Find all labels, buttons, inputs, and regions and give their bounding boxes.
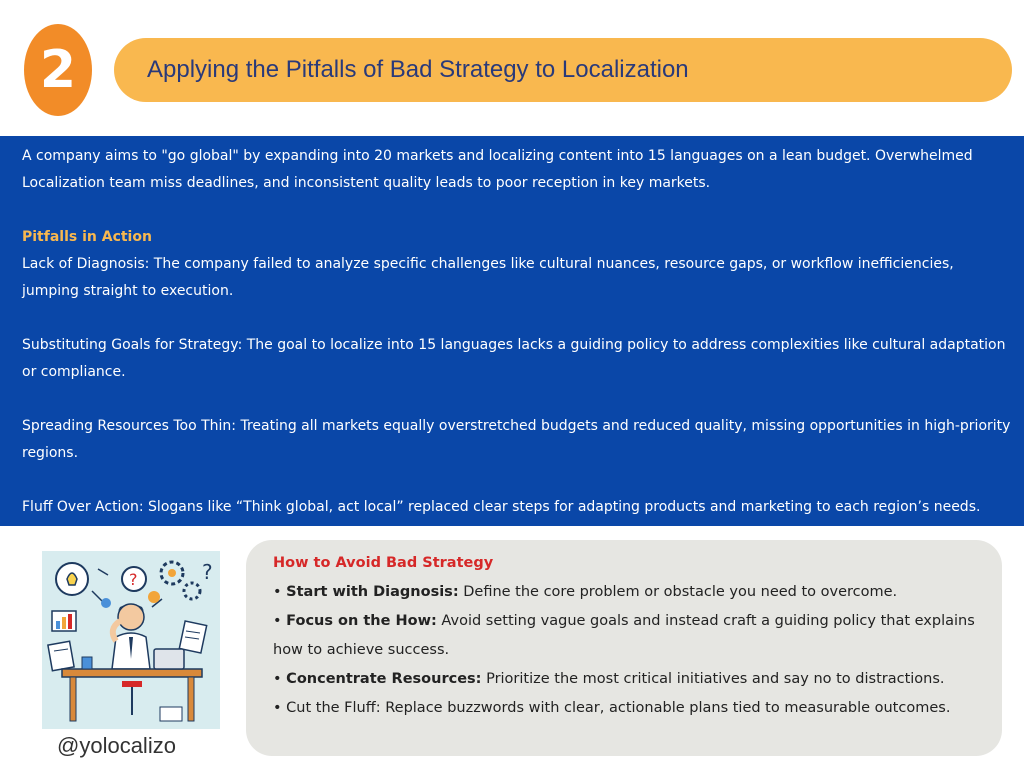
step-number-badge: 2 bbox=[24, 24, 92, 116]
document-icon bbox=[179, 621, 206, 653]
avoid-item-title: Focus on the How: bbox=[286, 613, 437, 629]
avoid-heading: How to Avoid Bad Strategy bbox=[273, 555, 494, 571]
pitfall-item: Substituting Goals for Strategy: The goal to localize into 15 languages lacks a guiding policy to address complexities like cultural adaptation or compliance. bbox=[22, 337, 1006, 380]
desk bbox=[62, 669, 202, 677]
avoid-item-text: Prioritize the most critical initiatives and say no to distractions. bbox=[481, 671, 945, 687]
bullet: • bbox=[273, 671, 282, 687]
avoid-item bbox=[273, 578, 982, 607]
bullet: • bbox=[273, 700, 282, 716]
author-handle: @yolocalizo bbox=[57, 733, 176, 758]
avoid-item-title: Concentrate Resources: bbox=[286, 671, 482, 687]
question-mark-icon: ? bbox=[202, 560, 213, 584]
avoid-item bbox=[273, 607, 982, 665]
stressed-worker-illustration bbox=[42, 551, 220, 729]
bullet: • bbox=[273, 613, 282, 629]
scenario-intro: A company aims to "go global" by expanding into 20 markets and localizing content into 15 languages on a lean budget. Overwhelmed Localization team miss deadlines, and inconsistent quality leads to poor reception in key markets. bbox=[22, 148, 973, 191]
pitfall-item: Lack of Diagnosis: The company failed to analyze specific challenges like cultural nuances, resource gaps, or workflow inefficiencies, jumping straight to execution. bbox=[22, 256, 954, 299]
page-title: Applying the Pitfalls of Bad Strategy to Localization bbox=[114, 38, 1012, 102]
mug bbox=[82, 657, 92, 669]
avoid-item bbox=[273, 694, 982, 723]
person-head bbox=[118, 604, 144, 630]
avoid-item-text: Define the core problem or obstacle you need to overcome. bbox=[458, 584, 898, 600]
avoid-item-text: Cut the Fluff: Replace buzzwords with clear, actionable plans tied to measurable outcomes. bbox=[286, 700, 951, 716]
laptop bbox=[154, 649, 184, 669]
scenario-panel bbox=[0, 136, 1024, 526]
pitfall-item: Fluff Over Action: Slogans like “Think global, act local” replaced clear steps for adapting products and marketing to each region’s needs. bbox=[22, 499, 981, 515]
avoid-strategy-box bbox=[246, 540, 1002, 756]
avoid-item bbox=[273, 665, 982, 694]
pitfall-item: Spreading Resources Too Thin: Treating all markets equally overstretched budgets and reduced quality, missing opportunities in high-priority regions. bbox=[22, 418, 1011, 461]
document-icon bbox=[48, 641, 74, 670]
pitfalls-heading: Pitfalls in Action bbox=[22, 229, 152, 245]
bullet: • bbox=[273, 584, 282, 600]
avoid-item-text: Avoid setting vague goals and instead craft a guiding policy that explains how to achieve success. bbox=[273, 613, 975, 658]
avoid-item-title: Start with Diagnosis: bbox=[286, 584, 459, 600]
svg-text:?: ? bbox=[129, 570, 138, 589]
